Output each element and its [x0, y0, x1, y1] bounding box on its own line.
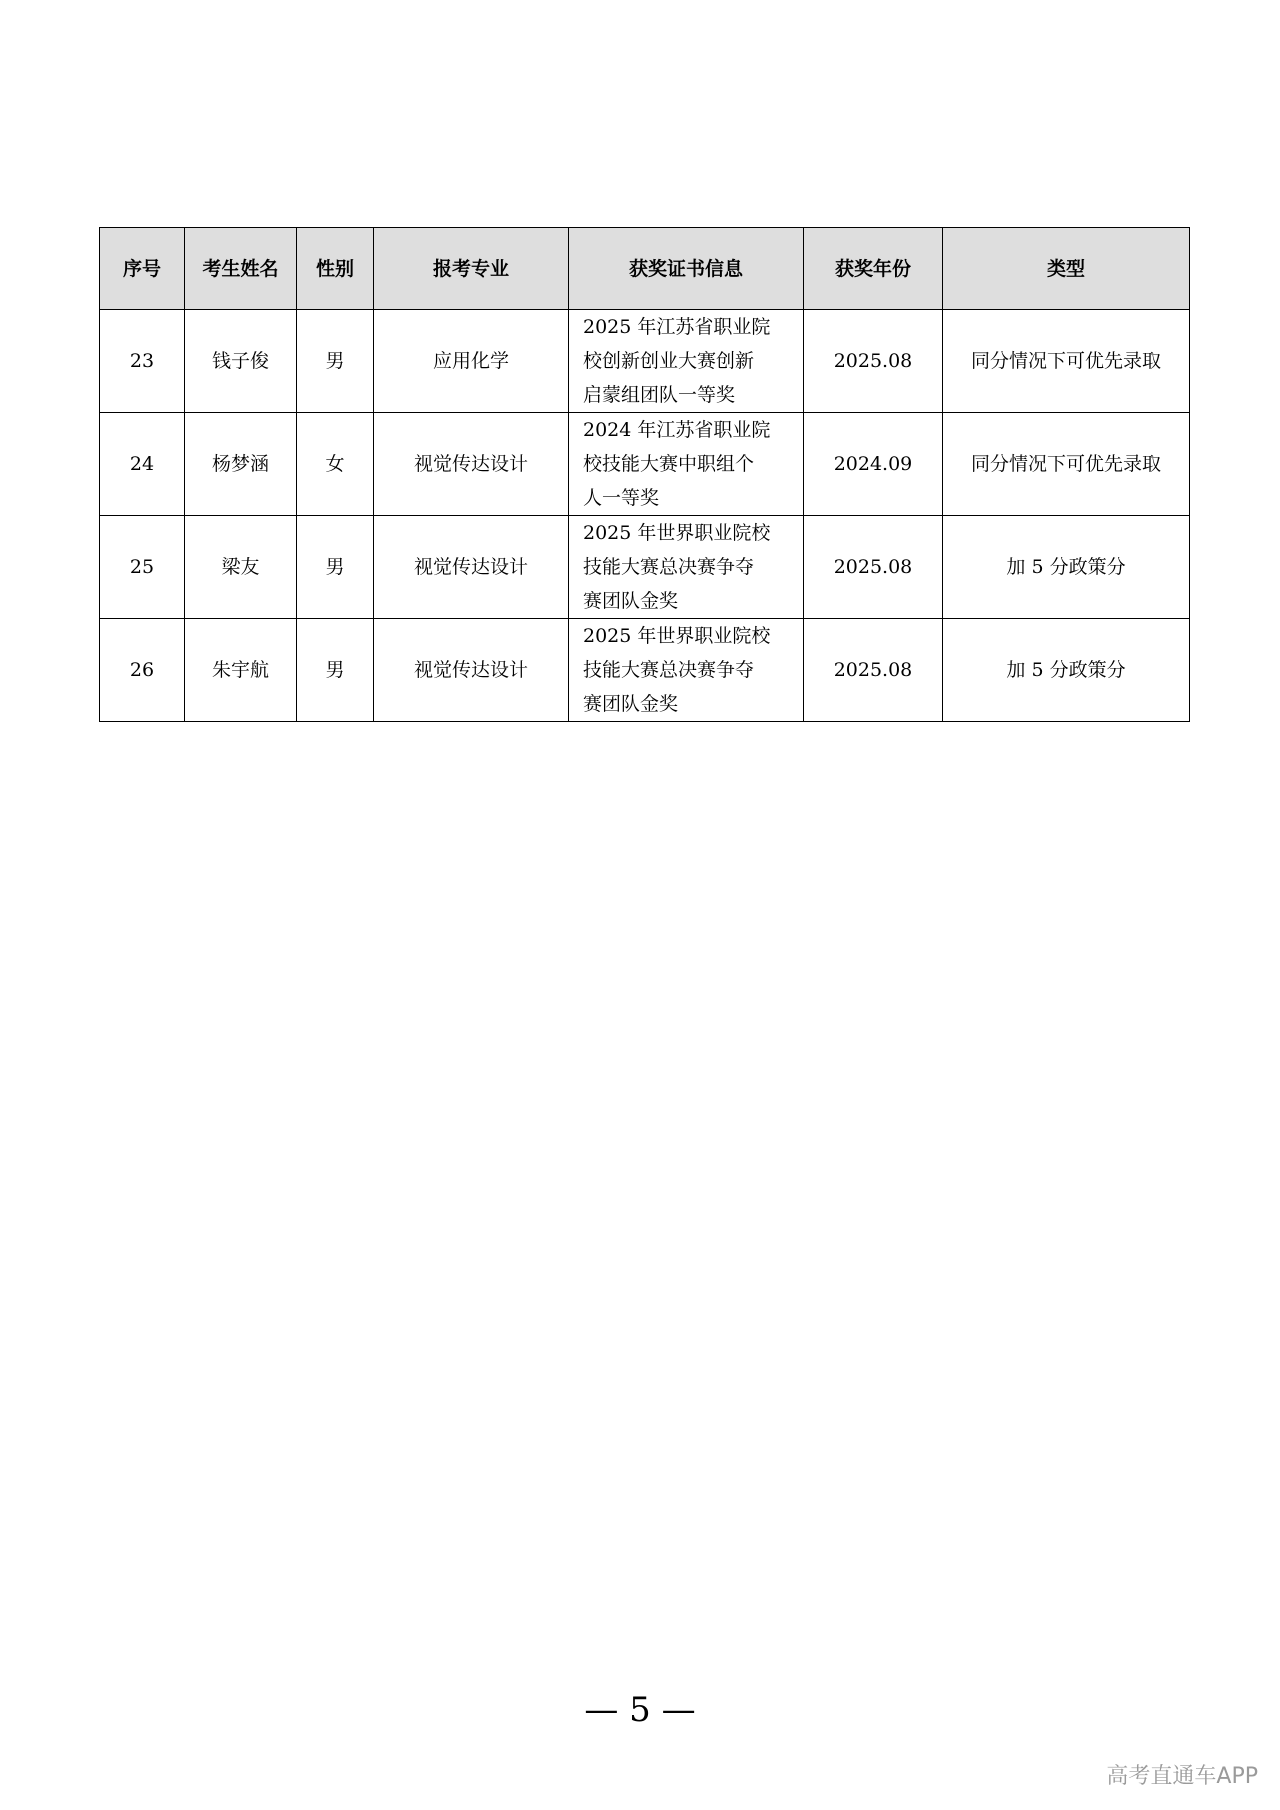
header-cert: 获奖证书信息 — [569, 228, 804, 310]
cell-cert — [569, 516, 804, 619]
cell-gender: 男 — [297, 310, 374, 413]
cell-type: 同分情况下可优先录取 — [943, 310, 1190, 413]
header-gender: 性别 — [297, 228, 374, 310]
cell-major: 应用化学 — [374, 310, 569, 413]
cell-cert — [569, 413, 804, 516]
cell-gender: 女 — [297, 413, 374, 516]
cell-gender: 男 — [297, 619, 374, 722]
cell-year: 2025.08 — [804, 516, 943, 619]
cert-line: 校技能大赛中职组个 — [583, 453, 755, 475]
cell-year: 2025.08 — [804, 619, 943, 722]
cell-name: 梁友 — [185, 516, 297, 619]
cell-cert — [569, 619, 804, 722]
table-row — [100, 619, 1190, 722]
cert-line: 校创新创业大赛创新 — [583, 350, 755, 372]
header-major: 报考专业 — [374, 228, 569, 310]
cell-no: 24 — [100, 413, 185, 516]
cell-cert — [569, 310, 804, 413]
header-no: 序号 — [100, 228, 185, 310]
cert-line: 2024 年江苏省职业院 — [583, 419, 771, 441]
page-number: — 5 — — [584, 1690, 696, 1730]
cell-gender: 男 — [297, 516, 374, 619]
header-year: 获奖年份 — [804, 228, 943, 310]
table-row — [100, 310, 1190, 413]
cert-line: 启蒙组团队一等奖 — [583, 384, 736, 406]
cert-line: 技能大赛总决赛争夺 — [583, 556, 755, 578]
cert-line: 赛团队金奖 — [583, 590, 679, 612]
cell-major: 视觉传达设计 — [374, 516, 569, 619]
cell-no: 26 — [100, 619, 185, 722]
cell-year: 2024.09 — [804, 413, 943, 516]
cert-line: 2025 年世界职业院校 — [583, 522, 771, 544]
watermark: 高考直通车APP — [1106, 1764, 1258, 1789]
cell-type: 加 5 分政策分 — [943, 516, 1190, 619]
header-type: 类型 — [943, 228, 1190, 310]
award-table — [99, 227, 1190, 722]
cert-line: 技能大赛总决赛争夺 — [583, 659, 755, 681]
cell-name: 钱子俊 — [185, 310, 297, 413]
cell-no: 23 — [100, 310, 185, 413]
cell-type: 同分情况下可优先录取 — [943, 413, 1190, 516]
table-row — [100, 413, 1190, 516]
table-row — [100, 516, 1190, 619]
cert-line: 赛团队金奖 — [583, 693, 679, 715]
cert-line: 2025 年世界职业院校 — [583, 625, 771, 647]
header-name: 考生姓名 — [185, 228, 297, 310]
table-header-row — [100, 228, 1190, 310]
cert-line: 人一等奖 — [583, 487, 660, 509]
cell-name: 杨梦涵 — [185, 413, 297, 516]
cell-name: 朱宇航 — [185, 619, 297, 722]
cell-major: 视觉传达设计 — [374, 413, 569, 516]
cell-type: 加 5 分政策分 — [943, 619, 1190, 722]
cell-major: 视觉传达设计 — [374, 619, 569, 722]
cell-no: 25 — [100, 516, 185, 619]
cert-line: 2025 年江苏省职业院 — [583, 316, 771, 338]
cell-year: 2025.08 — [804, 310, 943, 413]
